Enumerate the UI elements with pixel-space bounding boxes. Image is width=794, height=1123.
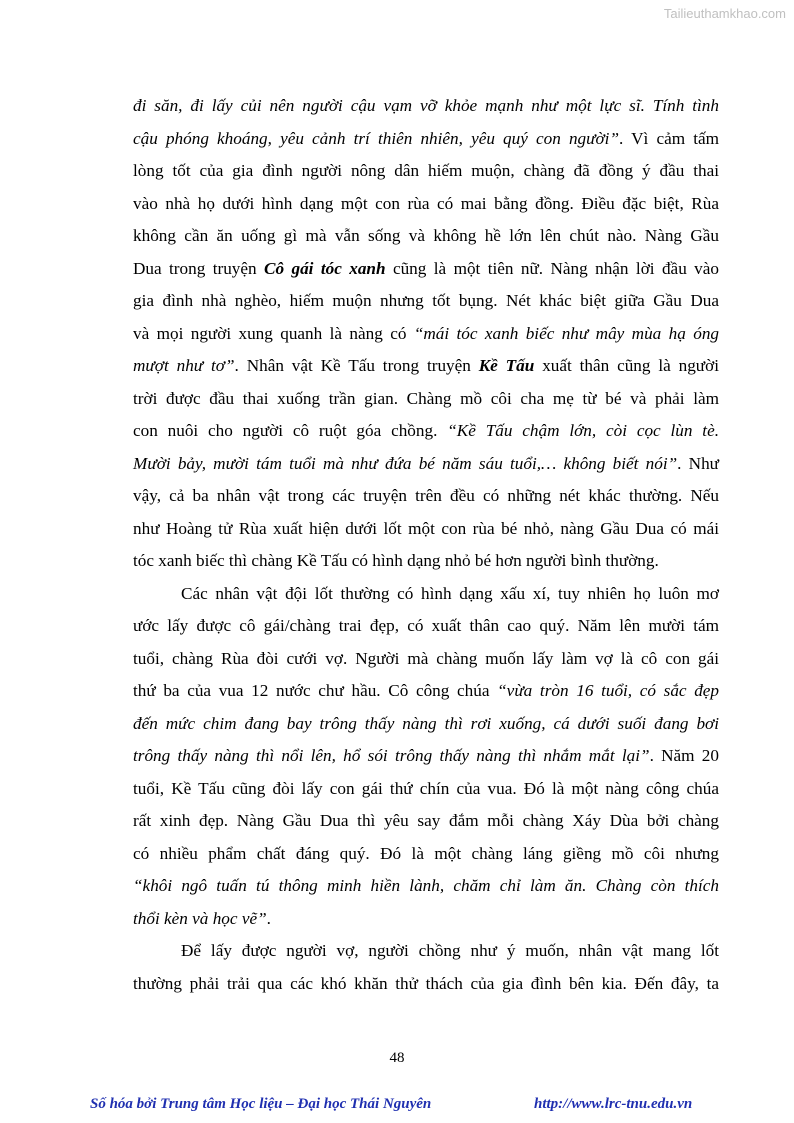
text-line <box>133 415 719 448</box>
text-line <box>133 188 719 221</box>
quoted-text: cậu phóng khoáng, yêu cảnh trí thiên nhiên, yêu quý con người” <box>133 128 620 148</box>
text-line <box>133 578 719 611</box>
quoted-text: mượt như tơ” <box>133 356 235 375</box>
body-text: Dua trong truyện <box>133 258 265 278</box>
document-body <box>133 90 719 1000</box>
text-line <box>133 513 719 546</box>
quoted-text: thổi kèn và học vẽ” <box>133 908 267 928</box>
body-text: . Vì cảm tấm <box>619 128 719 148</box>
text-line <box>133 350 719 383</box>
text-line <box>133 968 719 1001</box>
story-title: Kề Tấu <box>478 356 535 375</box>
body-text: cũng là một tiên nữ. Nàng nhận lời đầu vào <box>385 258 719 278</box>
body-text: lòng tốt của gia đình người nông dân hiếm muộn, chàng đã đồng ý đầu thai <box>133 161 719 180</box>
text-line <box>133 643 719 676</box>
body-text: tuổi, chàng Rùa đòi cưới vợ. Người mà chàng muốn lấy làm vợ là cô con gái <box>133 648 719 668</box>
text-line <box>133 805 719 838</box>
text-line <box>133 253 719 286</box>
text-line <box>133 935 719 968</box>
quoted-text: trông thấy nàng thì nổi lên, hổ sói trông thấy nàng thì nhắm mắt lại” <box>133 746 650 765</box>
text-line <box>133 123 719 156</box>
text-line <box>133 838 719 871</box>
body-text: thứ ba của vua 12 nước chư hầu. Cô công chúa <box>133 681 498 700</box>
body-text: xuất thân cũng là người <box>534 356 719 375</box>
body-text: . Như <box>677 453 719 473</box>
body-text: . Nhân vật Kề Tấu trong truyện <box>234 356 479 375</box>
body-text: Để lấy được người vợ, người chồng như ý muốn, nhân vật mang lốt <box>181 941 719 960</box>
body-text: có nhiều phẩm chất đáng quý. Đó là một chàng láng giềng mồ côi nhưng <box>133 843 719 863</box>
body-text: gia đình nhà nghèo, hiếm muộn nhưng tốt bụng. Nét khác biệt giữa Gầu Dua <box>133 291 719 310</box>
text-line <box>133 675 719 708</box>
text-line <box>133 90 719 123</box>
body-text: vào nhà họ dưới hình dạng một con rùa có mai bằng đồng. Điều đặc biệt, Rùa <box>133 193 719 213</box>
page-number: 48 <box>389 1050 405 1066</box>
text-line <box>133 220 719 253</box>
text-line <box>133 708 719 741</box>
text-line <box>133 773 719 806</box>
quoted-text: đi săn, đi lấy củi nên người cậu vạm vỡ khỏe mạnh như một lực sĩ. Tính tình <box>133 96 719 115</box>
quoted-text: “khôi ngô tuấn tú thông minh hiền lành, chăm chỉ làm ăn. Chàng còn thích <box>133 876 719 895</box>
story-title: Cô gái tóc xanh <box>264 258 386 278</box>
body-text: con nuôi cho người cô ruột góa chồng. <box>133 421 448 440</box>
text-line <box>133 740 719 773</box>
text-line <box>133 545 719 578</box>
body-text: . <box>266 908 271 928</box>
text-line <box>133 155 719 188</box>
quoted-text: “vừa tròn 16 tuổi, có sắc đẹp <box>497 681 720 700</box>
text-line <box>133 383 719 416</box>
text-line <box>133 448 719 481</box>
text-line <box>133 285 719 318</box>
text-line <box>133 903 719 936</box>
quoted-text: “mái tóc xanh biếc như mây mùa hạ óng <box>413 323 720 343</box>
body-text: và mọi người xung quanh là nàng có <box>133 323 414 343</box>
body-text: không cần ăn uống gì mà vẫn sống và không hề lớn lên chút nào. Nàng Gầu <box>133 226 719 245</box>
body-text: vậy, cả ba nhân vật trong các truyện trên đều có những nét khác thường. Nếu <box>133 486 719 505</box>
text-line <box>133 610 719 643</box>
body-text: ước lấy được cô gái/chàng trai đẹp, có xuất thân cao quý. Năm lên mười tám <box>133 616 719 635</box>
text-line <box>133 480 719 513</box>
quoted-text: Mười bảy, mười tám tuổi mà như đứa bé năm sáu tuổi,… không biết nói” <box>133 453 678 473</box>
body-text: thường phải trải qua các khó khăn thử thách của gia đình bên kia. Đến đây, ta <box>133 973 719 993</box>
body-text: rất xinh đẹp. Nàng Gầu Dua thì yêu say đắm mỗi chàng Xáy Dùa bởi chàng <box>133 811 719 830</box>
body-text: tuổi, Kề Tấu cũng đòi lấy con gái thứ chín của vua. Đó là một nàng công chúa <box>133 778 719 798</box>
footer-credit: Số hóa bởi Trung tâm Học liệu – Đại học Thái Nguyên <box>90 1096 432 1112</box>
body-text: như Hoàng tử Rùa xuất hiện dưới lốt một con rùa bé nhỏ, nàng Gầu Dua có mái <box>133 518 719 538</box>
quoted-text: đến mức chim đang bay trông thấy nàng thì rơi xuống, cá dưới suối đang bơi <box>133 713 719 733</box>
text-line <box>133 870 719 903</box>
body-text: . Năm 20 <box>649 746 719 765</box>
body-text: trời được đầu thai xuống trần gian. Chàng mồ côi cha mẹ từ bé và phải làm <box>133 388 719 408</box>
watermark: Tailieuthamkhao.com <box>663 6 786 21</box>
quoted-text: “Kề Tấu chậm lớn, còi cọc lùn tè. <box>447 421 719 440</box>
body-text: tóc xanh biếc thì chàng Kề Tấu có hình dạng nhỏ bé hơn người bình thường. <box>133 551 659 570</box>
footer-link[interactable]: http://www.lrc-tnu.edu.vn <box>534 1096 693 1112</box>
text-line <box>133 318 719 351</box>
body-text: Các nhân vật đội lốt thường có hình dạng xấu xí, tuy nhiên họ luôn mơ <box>181 583 719 603</box>
